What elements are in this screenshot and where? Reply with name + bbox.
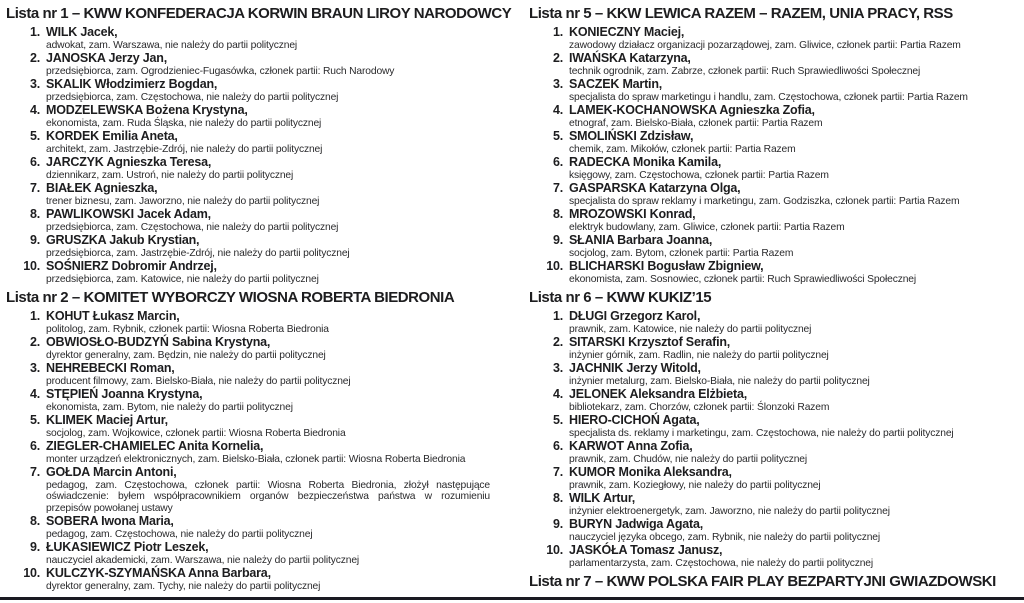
candidate-details: zawodowy działacz organizacji pozarządowej, zam. Gliwice, członek partii: Partia Razem	[569, 39, 961, 51]
candidate-number: 9.	[29, 233, 40, 247]
candidate-entry	[6, 310, 505, 335]
candidate-name: GOŁDA Marcin Antoni,	[46, 465, 177, 479]
candidate-number: 9.	[552, 517, 563, 531]
candidate-number: 2.	[29, 335, 40, 349]
candidate-number: 3.	[29, 361, 40, 375]
candidate-details: dyrektor generalny, zam. Tychy, nie należy do partii politycznej	[46, 580, 321, 592]
list-title: Lista nr 7 – KWW POLSKA FAIR PLAY BEZPARTYJNI GWIAZDOWSKI	[529, 573, 996, 590]
candidate-details: pedagog, zam. Częstochowa, nie należy do partii politycznej	[46, 528, 313, 540]
candidate-entry	[6, 182, 505, 207]
candidate-details: pedagog, zam. Częstochowa, członek partii: Wiosna Roberta Biedronia, złożył następujące oświadczenie: byłem współpracownikiem organów bezpieczeństwa państwa w rozumieniu przepisów powołanej ustawy	[46, 479, 490, 514]
list-title: Lista nr 5 – KKW LEWICA RAZEM – RAZEM, UNIA PRACY, RSS	[529, 5, 953, 22]
candidate-name: KULCZYK-SZYMAŃSKA Anna Barbara,	[46, 566, 271, 580]
candidate-entry	[529, 362, 1020, 387]
candidate-entry	[529, 544, 1020, 569]
candidate-name: KONIECZNY Maciej,	[569, 25, 685, 39]
candidate-name: BLICHARSKI Bogusław Zbigniew,	[569, 259, 764, 273]
candidate-number: 5.	[552, 413, 563, 427]
candidate-name: JANOSKA Jerzy Jan,	[46, 51, 167, 65]
candidate-name: KUMOR Monika Aleksandra,	[569, 465, 732, 479]
candidate-number: 5.	[552, 129, 563, 143]
candidate-number: 4.	[552, 387, 563, 401]
candidate-entry	[6, 234, 505, 259]
candidate-name: RADECKA Monika Kamila,	[569, 155, 722, 169]
candidate-name: SOŚNIERZ Dobromir Andrzej,	[46, 259, 217, 273]
candidate-details: technik ogrodnik, zam. Zabrze, członek partii: Ruch Sprawiedliwości Społecznej	[569, 65, 921, 77]
candidate-entry	[6, 208, 505, 233]
candidate-name: GRUSZKA Jakub Krystian,	[46, 233, 200, 247]
candidate-entry	[6, 388, 505, 413]
candidate-name: STĘPIEŃ Joanna Krystyna,	[46, 387, 203, 401]
candidate-number: 7.	[552, 181, 563, 195]
candidate-details: przedsiębiorca, zam. Jastrzębie-Zdrój, nie należy do partii politycznej	[46, 247, 350, 259]
candidate-entry	[6, 515, 505, 540]
candidate-details: ekonomista, zam. Bytom, nie należy do partii politycznej	[46, 401, 293, 413]
candidate-number: 3.	[29, 77, 40, 91]
candidate-number: 8.	[552, 491, 563, 505]
party-list	[529, 5, 1020, 285]
candidate-details: adwokat, zam. Warszawa, nie należy do partii politycznej	[46, 39, 298, 51]
column-left	[6, 5, 513, 603]
candidate-number: 7.	[552, 465, 563, 479]
candidate-entry	[6, 156, 505, 181]
candidate-entry	[6, 26, 505, 51]
candidate-details: socjolog, zam. Wojkowice, członek partii: Wiosna Roberta Biedronia	[46, 427, 346, 439]
party-list	[6, 5, 512, 285]
candidate-entry	[529, 336, 1020, 361]
candidate-name: MODZELEWSKA Bożena Krystyna,	[46, 103, 248, 117]
candidate-number: 8.	[29, 514, 40, 528]
candidate-number: 9.	[29, 540, 40, 554]
candidate-number: 7.	[29, 181, 40, 195]
candidate-entry	[529, 130, 1020, 155]
candidate-name: SACZEK Martin,	[569, 77, 663, 91]
candidate-details: specjalista do spraw reklamy i marketingu, zam. Godziszka, członek partii: Partia Razem	[569, 195, 960, 207]
candidate-number: 7.	[29, 465, 40, 479]
candidate-details: przedsiębiorca, zam. Ogrodzieniec-Fugasówka, członek partii: Ruch Narodowy	[46, 65, 395, 77]
candidate-name: OBWIOSŁO-BUDZYŃ Sabina Krystyna,	[46, 335, 271, 349]
candidate-entry	[6, 414, 505, 439]
candidate-number: 4.	[29, 387, 40, 401]
candidate-entry	[529, 310, 1020, 335]
candidate-number: 2.	[552, 335, 563, 349]
column-right	[513, 5, 1020, 603]
candidate-details: specjalista ds. reklamy i marketingu, zam. Częstochowa, nie należy do partii politycznej	[569, 427, 954, 439]
candidate-details: nauczyciel akademicki, zam. Warszawa, nie należy do partii politycznej	[46, 554, 360, 566]
candidate-details: prawnik, zam. Chudów, nie należy do partii politycznej	[569, 453, 808, 465]
candidate-details: elektryk budowlany, zam. Gliwice, członek partii: Partia Razem	[569, 221, 845, 233]
bottom-divider	[0, 597, 1024, 600]
candidate-entry	[529, 52, 1020, 77]
candidate-name: ZIEGLER-CHAMIELEC Anita Kornelia,	[46, 439, 264, 453]
candidate-number: 6.	[552, 155, 563, 169]
candidate-entry	[529, 104, 1020, 129]
candidate-name: KOHUT Łukasz Marcin,	[46, 309, 180, 323]
candidate-name: ŁUKASIEWICZ Piotr Leszek,	[46, 540, 209, 554]
candidate-entry	[529, 260, 1020, 285]
candidate-details: prawnik, zam. Koziegłowy, nie należy do partii politycznej	[569, 479, 821, 491]
candidate-details: producent filmowy, zam. Bielsko-Biała, nie należy do partii politycznej	[46, 375, 351, 387]
candidate-entry	[6, 130, 505, 155]
candidate-details: księgowy, zam. Częstochowa, członek partii: Partia Razem	[569, 169, 829, 181]
party-list	[529, 289, 1020, 569]
candidate-details: inżynier górnik, zam. Radlin, nie należy do partii politycznej	[569, 349, 829, 361]
candidate-number: 6.	[29, 155, 40, 169]
candidate-name: BURYN Jadwiga Agata,	[569, 517, 703, 531]
candidate-name: JARCZYK Agnieszka Teresa,	[46, 155, 212, 169]
candidate-name: SŁANIA Barbara Joanna,	[569, 233, 713, 247]
candidate-entry	[529, 234, 1020, 259]
candidate-name: SKALIK Włodzimierz Bogdan,	[46, 77, 218, 91]
candidate-number: 2.	[29, 51, 40, 65]
candidate-entry	[6, 362, 505, 387]
candidate-details: bibliotekarz, zam. Chorzów, członek partii: Ślonzoki Razem	[569, 401, 830, 413]
candidate-number: 8.	[29, 207, 40, 221]
candidate-name: SMOLIŃSKI Zdzisław,	[569, 129, 694, 143]
candidate-details: trener biznesu, zam. Jaworzno, nie należy do partii politycznej	[46, 195, 320, 207]
candidate-number: 4.	[29, 103, 40, 117]
candidate-entry	[6, 541, 505, 566]
candidate-entry	[529, 492, 1020, 517]
candidate-number: 3.	[552, 77, 563, 91]
candidate-details: ekonomista, zam. Ruda Śląska, nie należy do partii politycznej	[46, 117, 322, 129]
candidate-number: 1.	[552, 309, 563, 323]
candidate-entry	[6, 78, 505, 103]
candidate-number: 4.	[552, 103, 563, 117]
candidate-details: chemik, zam. Mikołów, członek partii: Partia Razem	[569, 143, 796, 155]
candidate-number: 2.	[552, 51, 563, 65]
candidate-details: etnograf, zam. Bielsko-Biała, członek partii: Partia Razem	[569, 117, 823, 129]
candidate-entry	[6, 52, 505, 77]
candidate-name: SITARSKI Krzysztof Serafin,	[569, 335, 731, 349]
candidate-entry	[6, 567, 505, 592]
candidate-number: 5.	[29, 129, 40, 143]
list-title: Lista nr 1 – KWW KONFEDERACJA KORWIN BRAUN LIROY NARODOWCY	[6, 5, 512, 22]
candidate-entry	[6, 466, 505, 514]
candidate-number: 8.	[552, 207, 563, 221]
candidate-details: przedsiębiorca, zam. Częstochowa, nie należy do partii politycznej	[46, 91, 339, 103]
candidate-details: przedsiębiorca, zam. Katowice, nie należy do partii politycznej	[46, 273, 319, 285]
candidate-name: WILK Jacek,	[46, 25, 118, 39]
candidate-entry	[529, 518, 1020, 543]
candidate-name: HIERO-CICHOŃ Agata,	[569, 413, 700, 427]
candidate-number: 10.	[546, 259, 563, 273]
candidate-entry	[529, 182, 1020, 207]
candidate-number: 1.	[29, 309, 40, 323]
candidate-name: GASPARSKA Katarzyna Olga,	[569, 181, 741, 195]
list-title: Lista nr 6 – KWW KUKIZ’15	[529, 289, 712, 306]
candidate-details: inżynier elektroenergetyk, zam. Jaworzno, nie należy do partii politycznej	[569, 505, 890, 517]
candidate-entry	[6, 336, 505, 361]
candidate-number: 3.	[552, 361, 563, 375]
candidate-details: nauczyciel języka obcego, zam. Rybnik, nie należy do partii politycznej	[569, 531, 881, 543]
candidate-name: JACHNIK Jerzy Witold,	[569, 361, 701, 375]
candidate-name: BIAŁEK Agnieszka,	[46, 181, 158, 195]
candidate-number: 6.	[29, 439, 40, 453]
candidate-entry	[529, 440, 1020, 465]
candidate-name: JELONEK Aleksandra Elżbieta,	[569, 387, 748, 401]
candidate-name: IWAŃSKA Katarzyna,	[569, 51, 691, 65]
candidate-entry	[529, 78, 1020, 103]
candidate-name: LAMEK-KOCHANOWSKA Agnieszka Zofia,	[569, 103, 815, 117]
candidate-name: WILK Artur,	[569, 491, 636, 505]
candidate-name: NEHREBECKI Roman,	[46, 361, 175, 375]
candidate-details: politolog, zam. Rybnik, członek partii: Wiosna Roberta Biedronia	[46, 323, 329, 335]
candidate-entry	[529, 466, 1020, 491]
candidate-details: parlamentarzysta, zam. Częstochowa, nie należy do partii politycznej	[569, 557, 874, 569]
candidate-entry	[529, 26, 1020, 51]
candidate-number: 1.	[29, 25, 40, 39]
candidate-number: 10.	[546, 543, 563, 557]
candidate-details: inżynier metalurg, zam. Bielsko-Biała, nie należy do partii politycznej	[569, 375, 870, 387]
candidate-details: monter urządzeń elektronicznych, zam. Bielsko-Biała, członek partii: Wiosna Roberta Biedronia	[46, 453, 466, 465]
candidate-entry	[6, 440, 505, 465]
party-list	[6, 289, 505, 592]
candidate-name: KARWOT Anna Zofia,	[569, 439, 693, 453]
candidate-details: dyrektor generalny, zam. Będzin, nie należy do partii politycznej	[46, 349, 326, 361]
candidate-entry	[6, 260, 505, 285]
candidate-number: 1.	[552, 25, 563, 39]
candidate-details: architekt, zam. Jastrzębie-Zdrój, nie należy do partii politycznej	[46, 143, 323, 155]
candidate-name: MROZOWSKI Konrad,	[569, 207, 696, 221]
candidate-entry	[529, 156, 1020, 181]
candidate-name: KLIMEK Maciej Artur,	[46, 413, 168, 427]
candidate-name: JASKÓŁA Tomasz Janusz,	[569, 543, 723, 557]
candidate-details: ekonomista, zam. Sosnowiec, członek partii: Ruch Sprawiedliwości Społecznej	[569, 273, 917, 285]
candidate-number: 9.	[552, 233, 563, 247]
candidate-entry	[529, 208, 1020, 233]
party-list	[529, 573, 1020, 591]
candidate-entry	[529, 414, 1020, 439]
candidate-name: DŁUGI Grzegorz Karol,	[569, 309, 701, 323]
candidate-number: 10.	[23, 259, 40, 273]
candidate-number: 6.	[552, 439, 563, 453]
candidate-details: prawnik, zam. Katowice, nie należy do partii politycznej	[569, 323, 812, 335]
candidate-name: PAWLIKOWSKI Jacek Adam,	[46, 207, 211, 221]
candidate-name: SOBERA Iwona Maria,	[46, 514, 174, 528]
candidate-number: 5.	[29, 413, 40, 427]
candidate-number: 10.	[23, 566, 40, 580]
candidate-details: socjolog, zam. Bytom, członek partii: Partia Razem	[569, 247, 794, 259]
candidate-name: KORDEK Emilia Aneta,	[46, 129, 178, 143]
candidate-details: specjalista do spraw marketingu i handlu, zam. Częstochowa, członek partii: Partia Razem	[569, 91, 968, 103]
list-title: Lista nr 2 – KOMITET WYBORCZY WIOSNA ROBERTA BIEDRONIA	[6, 289, 455, 306]
candidate-details: przedsiębiorca, zam. Częstochowa, nie należy do partii politycznej	[46, 221, 339, 233]
candidate-entry	[6, 104, 505, 129]
candidate-entry	[529, 388, 1020, 413]
candidate-details: dziennikarz, zam. Ustroń, nie należy do partii politycznej	[46, 169, 294, 181]
